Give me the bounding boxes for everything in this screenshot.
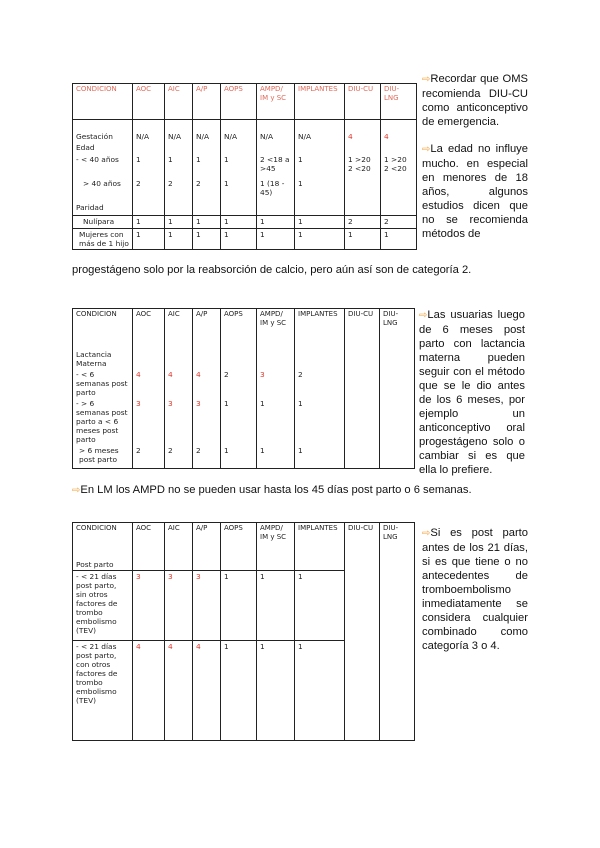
table-cell: 1 [221,571,257,641]
table-cell: Edad [73,142,133,154]
table-cell: 2 [295,369,345,398]
arrow-icon: ⇨ [422,74,431,85]
note-text: Recordar que OMS recomienda DIU-CU como anticonceptivo de emergencia. [422,73,528,128]
arrow-icon: ⇨ [72,485,81,496]
table-cell: 1 [193,216,221,229]
header-cell: DIU-LNG [381,84,417,120]
table-cell: 1 [221,178,257,202]
header-cell: AOPS [221,309,257,339]
table-cell: Nulípara [73,216,133,229]
table-cell: - < 21 días post parto, con otros factores de trombo embolismo (TEV) [73,641,133,741]
header-cell: DIU-CU [345,84,381,120]
table-cell: 4 [193,641,221,741]
table-cell: 1 [257,641,295,741]
table-cell: 1 [381,229,417,250]
note-post-parto [422,526,528,653]
table-cell: N/A [165,120,193,142]
table-cell: - > 6 semanas post parto a < 6 meses post parto [73,398,133,445]
table-cell: 4 [133,369,165,398]
note-diu-cu [422,72,528,129]
table-cell: 1 [295,641,345,741]
table-cell: 1 [295,178,345,202]
header-cell: AMPD/ IM y SC [257,523,295,553]
table-cell: 1 [257,398,295,445]
table-cell: 4 [193,369,221,398]
note-lactancia [419,308,525,477]
header-cell: AOPS [221,84,257,120]
table-cell: N/A [257,120,295,142]
table-cell: Paridad [73,202,133,216]
table-cell: 1 [165,229,193,250]
header-cell: DIU-LNG [380,523,415,741]
table-header-row [73,309,415,339]
header-cell: AIC [165,84,193,120]
table-cell: 1 [257,216,295,229]
table-header-row [73,84,417,120]
table-cell: 3 [193,571,221,641]
table-cell: 1 >20 2 <20 [345,154,381,178]
table-cell: 4 [165,369,193,398]
table-row [73,120,417,142]
table-cell: 1 [295,445,345,469]
header-cell: A/P [193,523,221,553]
table-lactancia [72,308,415,469]
table-cell [381,178,417,202]
table-cell: 1 [221,641,257,741]
table-cell: 3 [193,398,221,445]
table-cell: 3 [133,571,165,641]
table-cell: 4 [345,120,381,142]
header-cell: IMPLANTES [295,309,345,339]
table-cell: 1 [257,571,295,641]
header-cell: A/P [193,309,221,339]
arrow-icon: ⇨ [422,528,431,539]
table-cell: 1 (18 - 45) [257,178,295,202]
table-cell: 3 [165,398,193,445]
table-cell: 2 [221,369,257,398]
table-cell: 1 >20 2 <20 [381,154,417,178]
table-cell: N/A [295,120,345,142]
table-cell: 1 [193,229,221,250]
table-cell: 1 [165,154,193,178]
header-cell: DIU-CU [345,523,380,741]
table-cell: 2 [133,445,165,469]
header-cell: CONDICION [73,523,133,553]
table-cell: 1 [295,216,345,229]
table-cell: 1 [295,398,345,445]
table-cell: > 6 meses post parto [73,445,133,469]
table-cell: 4 [165,641,193,741]
table-cell: N/A [193,120,221,142]
arrow-icon: ⇨ [422,144,431,155]
table-cell: 1 [257,445,295,469]
table-cell: 1 [295,571,345,641]
table-cell: - < 21 días post parto, sin otros factores de trombo embolismo (TEV) [73,571,133,641]
table-row [73,229,417,250]
table-cell: 1 [295,154,345,178]
table-cell: 1 [295,229,345,250]
table-cell: 1 [257,229,295,250]
header-cell: CONDICION [73,309,133,339]
table-cell: 2 [193,178,221,202]
note-text: La edad no influye mucho. en especial en menores de 18 años, algunos estudios dicen que no se recomienda métodos de [422,143,528,240]
header-cell: AOC [133,523,165,553]
table-cell [345,178,381,202]
note-ampd [72,484,472,496]
table-cell: N/A [133,120,165,142]
table-header-row [73,523,415,553]
table-row [73,202,417,216]
table-cell: 3 [165,571,193,641]
table-cell: 1 [221,216,257,229]
table-cell: 2 [193,445,221,469]
header-cell: A/P [193,84,221,120]
table-cell: Mujeres con más de 1 hijo [73,229,133,250]
table-cell: 3 [257,369,295,398]
header-cell: IMPLANTES [295,523,345,553]
table-post-parto [72,522,415,741]
table-cell: 1 [221,229,257,250]
table-cell: 3 [133,398,165,445]
table-cell: 2 [345,216,381,229]
table-cell: 2 <18 a >45 [257,154,295,178]
table-cell: 2 [165,445,193,469]
header-cell: CONDICION [73,84,133,120]
table-cell: 1 [133,216,165,229]
header-cell: DIU-LNG [380,309,415,469]
header-cell: AOPS [221,523,257,553]
header-cell: AOC [133,309,165,339]
table-cell: - < 40 años [73,154,133,178]
note-text: Las usuarias luego de 6 meses post parto con lactancia materna pueden seguir con el método que se le dio antes de los 6 meses, por ejemplo un anticonceptivo oral progestágeno solo o cambiar si es que ella lo prefiere. [419,309,525,476]
header-cell: AIC [165,523,193,553]
table-cell: 1 [345,229,381,250]
table-row [73,154,417,178]
header-cell: DIU-CU [345,309,380,469]
header-cell: AMPD/ IM y SC [257,309,295,339]
header-cell: AOC [133,84,165,120]
table-edad-paridad [72,83,417,250]
table-cell: > 40 años [73,178,133,202]
table-cell: 1 [133,154,165,178]
note-edad-continuation: progestágeno solo por la reabsorción de calcio, pero aún así son de categoría 2. [72,264,472,276]
header-cell: IMPLANTES [295,84,345,120]
table-cell: - < 6 semanas post parto [73,369,133,398]
table-cell: Lactancia Materna [73,339,133,369]
table-row [73,216,417,229]
note-edad [422,142,528,241]
table-cell: Gestación [73,120,133,142]
table-cell: 1 [221,398,257,445]
table-cell: 1 [133,229,165,250]
table-cell: Post parto [73,553,133,571]
table-cell: 4 [381,120,417,142]
table-cell: 1 [165,216,193,229]
table-cell: 1 [193,154,221,178]
table-cell: 2 [165,178,193,202]
header-cell: AIC [165,309,193,339]
arrow-icon: ⇨ [419,310,428,321]
note-text: En LM los AMPD no se pueden usar hasta los 45 días post parto o 6 semanas. [80,484,472,496]
table-cell: 1 [221,154,257,178]
header-cell: AMPD/ IM y SC [257,84,295,120]
table-cell: 2 [133,178,165,202]
table-cell: 2 [381,216,417,229]
note-text: Si es post parto antes de los 21 días, si es que tiene o no antecedentes de tromboembolismo inmediatamente se considera cualquier combinado como categoría 3 o 4. [422,527,528,652]
table-cell: 1 [221,445,257,469]
table-cell: 4 [133,641,165,741]
table-row [73,142,417,154]
table-row [73,178,417,202]
table-cell: N/A [221,120,257,142]
